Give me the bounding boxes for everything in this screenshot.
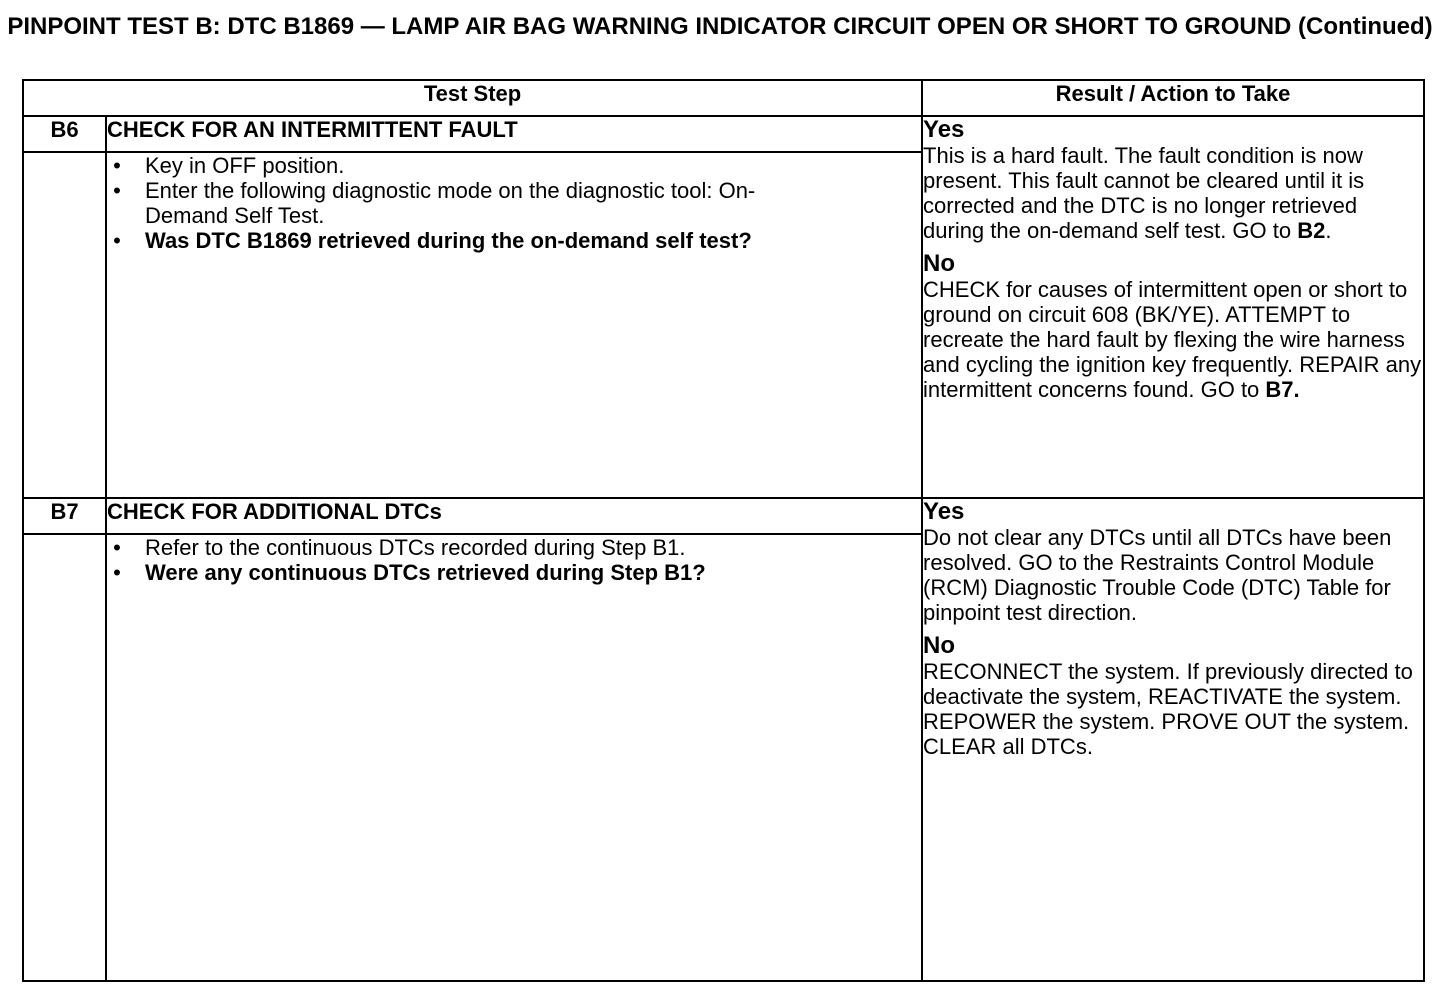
list-item: • Refer to the continuous DTCs recorded during Step B1. (113, 535, 686, 560)
test-step-header: Test Step (23, 80, 922, 116)
no-action: RECONNECT the system. If previously directed to deactivate the system, REACTIVATE the system. REPOWER the system. PROVE OUT the system. CLEAR all DTCs. (923, 659, 1413, 759)
list-item: • Key in OFF position. (113, 153, 345, 178)
no-action: CHECK for causes of intermittent open or short to ground on circuit 608 (BK/YE). ATTEMPT to recreate the hard fault by flexing the wire harness and cycling the ignition key frequently. REPAIR any intermittent concerns found. GO to B7. (923, 277, 1422, 402)
step-b7-result (922, 498, 1424, 981)
list-item: • Enter the following diagnostic mode on the diagnostic tool: On-Demand Self Test. (113, 178, 756, 228)
yes-label: Yes (923, 498, 965, 525)
step-b6-title-row (23, 116, 1424, 152)
yes-label: Yes (923, 116, 965, 143)
list-item: • Was DTC B1869 retrieved during the on-demand self test? (113, 228, 752, 253)
step-b7-title-row (23, 498, 1424, 534)
no-label: No (923, 632, 956, 659)
yes-action: Do not clear any DTCs until all DTCs have been resolved. GO to the Restraints Control Module (RCM) Diagnostic Trouble Code (DTC) Table for pinpoint test direction. (923, 525, 1392, 625)
step-b7-instructions (106, 534, 922, 981)
list-item: • Were any continuous DTCs retrieved during Step B1? (113, 560, 706, 585)
step-title: CHECK FOR ADDITIONAL DTCs (106, 498, 922, 534)
result-action-header: Result / Action to Take (922, 80, 1424, 116)
page-title: PINPOINT TEST B: DTC B1869 — LAMP AIR BAG WARNING INDICATOR CIRCUIT OPEN OR SHORT TO GROUND (Continued) (7, 13, 1433, 40)
no-label: No (923, 250, 956, 277)
step-id: B6 (23, 116, 106, 152)
yes-action: This is a hard fault. The fault condition is now present. This fault cannot be cleared until it is corrected and the DTC is no longer retrieved during the on-demand self test. GO to B2. (923, 143, 1365, 243)
step-id: B7 (23, 498, 106, 534)
step-b6-result (922, 116, 1424, 498)
step-b6-instructions (106, 152, 922, 498)
table-header-row (23, 80, 1424, 116)
pinpoint-test-table (22, 79, 1425, 982)
step-title: CHECK FOR AN INTERMITTENT FAULT (106, 116, 922, 152)
